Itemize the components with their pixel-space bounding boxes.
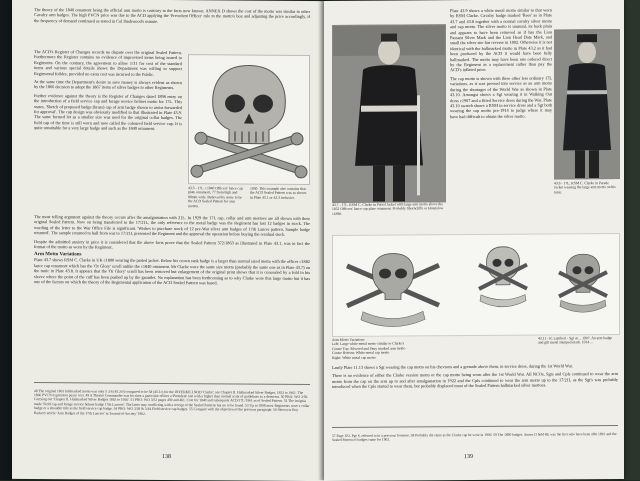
right-para-4: There is no evidence of either the Clarke version motto or the cap motto being worn after the 1st World War. All NCOs, Sgts and Cpls continued to wear the arm motto from the cap on the arm up to and after amalgamation in 1922 and the Cpls continued to wear the arm motto up to the 17/21L as the Sgt's was probably introduced when the Cpls started to wear them, but probably displaced most of the Sealed Pattern hallmarked silver mottoes. xyxy=(332,371,618,390)
sergeant-portrait-photo xyxy=(554,29,620,179)
right-para-1: Plate 43.9 shows a white metal motto similar to that worn by RSM Clarke. Cavalry badge marked 'Rees' as in Plate 43.7 and 43.8 together with a normal cavalry silver motto and cap motto. The silver motto is unusual, its back plain and appears to have been removed as if has the Lion Passant Silver Mark and the Lion Head Date Mark, and small the silver site has reverse in 1892. Otherwise it is not identical with the hallmarked motto in Plate 43.2 as it had been produced by the ACD it would have been fully hallmarked. The motto may have been one ordered direct by the Regiment as a replacement rather than pay the ACD's inflated price. xyxy=(450,7,552,73)
left-para-4: Further evidence against the theory is the Register of Changes dated 1898 entry on the introduction of a field service cap and forage service helmet motto for 17L. This states, 'Sketch of proposed badge (brass) cap of arm badge shown to assist forwarded for approval'. The cap design was obviously modified to that illustrated in Plate 43.9. The same formed lot as a smaller size was used for the original collar badges. The field cap of the time is still worn and now called the coloured field service cap. It is quite unsuitable for a very large badge and such as the 1840 ornament. xyxy=(34,92,182,132)
left-para-7: Plate 43.7 shows RSM C. Clarke in UK c1890 wearing the parted jacket. Below his crown rank badge is a larger than normal sized motto with the officer c1882 lance cap ornament which has the 'Or Glory' scroll unlike the c1840 ornament. Mr Clarke wore the same size motto (probably the same one as in Plate 43.7) on the tunic in Plate 43.8. It appears that the 'Or Glory' scroll has been removed but enlargement of the original print shows that it is concealed by a fold in his sleeve where the point of the cuff has been pushed up by the gauntlet. No explanation has been forthcoming as to why Clarke wore this large motto but it has one of the factors on which the theory of the Regimental application of the ACD Sealed Pattern was based. xyxy=(34,257,310,286)
left-para-3: At the same time the Department's desire to save money is always evident as shown by the 1866 decision to adopt the 1867 items of silver badges to other Regiments. xyxy=(34,79,182,91)
arm-motto-variations-heading: Arm Motto Variations xyxy=(34,252,82,258)
background-right xyxy=(622,0,640,480)
caption-43-9-title: Arm Motto Variations xyxy=(332,337,365,342)
caption-43-8: 43.8 - 17L. RSM C. Clarke in Parade Jacket wearing the large arm motto on his tunic. xyxy=(554,181,616,195)
right-page xyxy=(324,0,624,481)
caption-43-9-item: Centre Bottom: White metal cap motto xyxy=(332,350,390,356)
caption-43-11: 43.11 - R. Lambert - Sgt at ... 1907. An arm badge and gilt metal stamped mark. 1914 ... xyxy=(538,336,613,345)
background-left xyxy=(0,0,12,480)
skull-badge-photo xyxy=(188,54,310,185)
left-page-number: 138 xyxy=(162,453,171,461)
rsm-clarke-patrol-jacket-photo xyxy=(332,24,446,203)
left-page xyxy=(12,0,326,481)
right-footnotes: 57 Page 102, Pge 6, referred to in a previous footnote. 58 Probably the same as the Clarke cap he wore in 1900. 59 The 1890 badges. Annex D held 88, was the first who have been able 1891 and the Sealed Pattern of badges came for 1902. xyxy=(332,431,617,442)
left-figure-caption-2: 1850. This example also contains that the ACD Sealed Pattern was as shown in Plate 43.1 or 43.3 inclusive. xyxy=(250,186,307,200)
right-page-number: 139 xyxy=(464,454,473,461)
arm-motto-variations-photo xyxy=(332,233,620,337)
left-para-1: The theory of the 1840 ornament being the official arm motto is contrary to the facts now known. ANNEX D shows the cost of the motto was similar to other Cavalry arm badges. The high PVCN price was due to the ACD applying the 'Precedent Officer' rule to the motto's box and adjusting the price accordingly, if the frequency of demand continued as tested in Col Dashwood's minute. xyxy=(34,7,310,24)
left-para-2: The ACD's Register of Changes records no dispute over the original Sealed Pattern. Furthermore the Register contains no evidence of improvised items being issued to Regiments. On the contrary, the agreement to allow 1/31 for cost of the standard items and various special details shows the Department was willing to support Regimental foibles, provided no extra cost was incurred to the Public. xyxy=(34,49,182,77)
caption-43-9-item: Centre Top: Silvered and Dmy marked arm motto xyxy=(332,346,406,351)
left-para-5: The most telling argument against the theory occurs after the amalgamation with 21L. In 1929 the 17L cap, collar and arm mottoes are all shown with their original Sealed Pattern. Now on being transferred to the 17/21L, the only reference to the metal badge was the Regiment has last 12 badges in stock. The wording of the letter to the War Office File is significant. 'Wishes to purchase stock of 12 pre-War silver arm badges of 17th Lancer pattern. Sample badge returned'. The sample returned to hall from war to 17/21L presented the Regiment and the approval the operation before buying the residual stock. xyxy=(34,214,310,238)
left-para-6: Despite the admitted anxiety in price it is considered that the above facts prove that the Sealed Pattern 372/1863 as illustrated in Plate 43.1, was in fact the format of the motto as worn by the Regiment. xyxy=(34,238,310,250)
right-para-2: The cap motto is shown with three other less ordinary 17L variations, as it was pressed into service as an arm motto during the shortages of the World War as shown in Plate 43.10. Amongst shows a Sgt wearing it in Walking Out dress c1907 and a fitted Service dress during the War. Plate 43.10 swatch shows a RSM in service dress and a Sgt both wearing the cap motto pre-1914 to judge where it may have had difficult to obtain the silver motto. xyxy=(450,75,552,119)
caption-43-9 xyxy=(332,337,482,360)
right-para-3: Lastly Plate 11.13 shows a Sgt wearing the cap motto on his chevrons and a grenade above them, in service dress, during the 1st World War. xyxy=(332,363,573,370)
caption-43-7: 43.7 - 17L. RSM C. Clarke in Patrol Jacket with large arm motto above the 1852 Officers' lance cap plate ornament. Probably Shorncliffe or Hounslow c1890. xyxy=(332,202,444,216)
caption-43-9-item: Left: Large white metal motto similar to Clarke's xyxy=(332,341,405,347)
left-footnotes: 48 The original 1861 hallmarked motto was only 5 3/4 (45.2cl) compared to be 5d (45.1c) for the INVERKILLNOD 'Clarke', see Chapter II. Hallmarked Silver Badges, 1852 to 1961. The 1866 PVCN expression peace cost. 49 A Theatre Commander was for time a particular officer a 'President' one with a higher than normal scale of guidelines as a deterrent. 50 PRO: WO 3/50. Carrying out 'Chapter II. Hallmarked Silver Badges 1863 to 1956'. 51 PRO: WO 3/52 pages 459 and 461. Cost for 1840 and subsequent ACD/17L/1961 as of Sealed Pattern. 52 The insignia made 'Field cap and forage service helmet badge 17th Lancers'. The latter may conflicting with a receipt of the Sealed Patterns but no to be found. 53 Up to 1898 most Regiments wore a collar badge or a shoulder title as the field service cap badge. 54 PRO: WO 3/28 & 3/44 Field service cap badges. 55 Compare with the objection of the previous paragraph. 56 Shown in Roy Barker's article 'Arm Badges of the 17th Lancers' in 'Journal of Society' 1962. xyxy=(34,388,310,416)
caption-43-9-item: Right: White metal cap motto xyxy=(332,355,376,360)
left-figure-caption: 43.3 - 17L. c1840 Officers' lance cap plate ornament, 77 from high and 88mm wide. Believed by some to be the ACD Sealed Pattern for arm mottos. xyxy=(188,186,243,208)
